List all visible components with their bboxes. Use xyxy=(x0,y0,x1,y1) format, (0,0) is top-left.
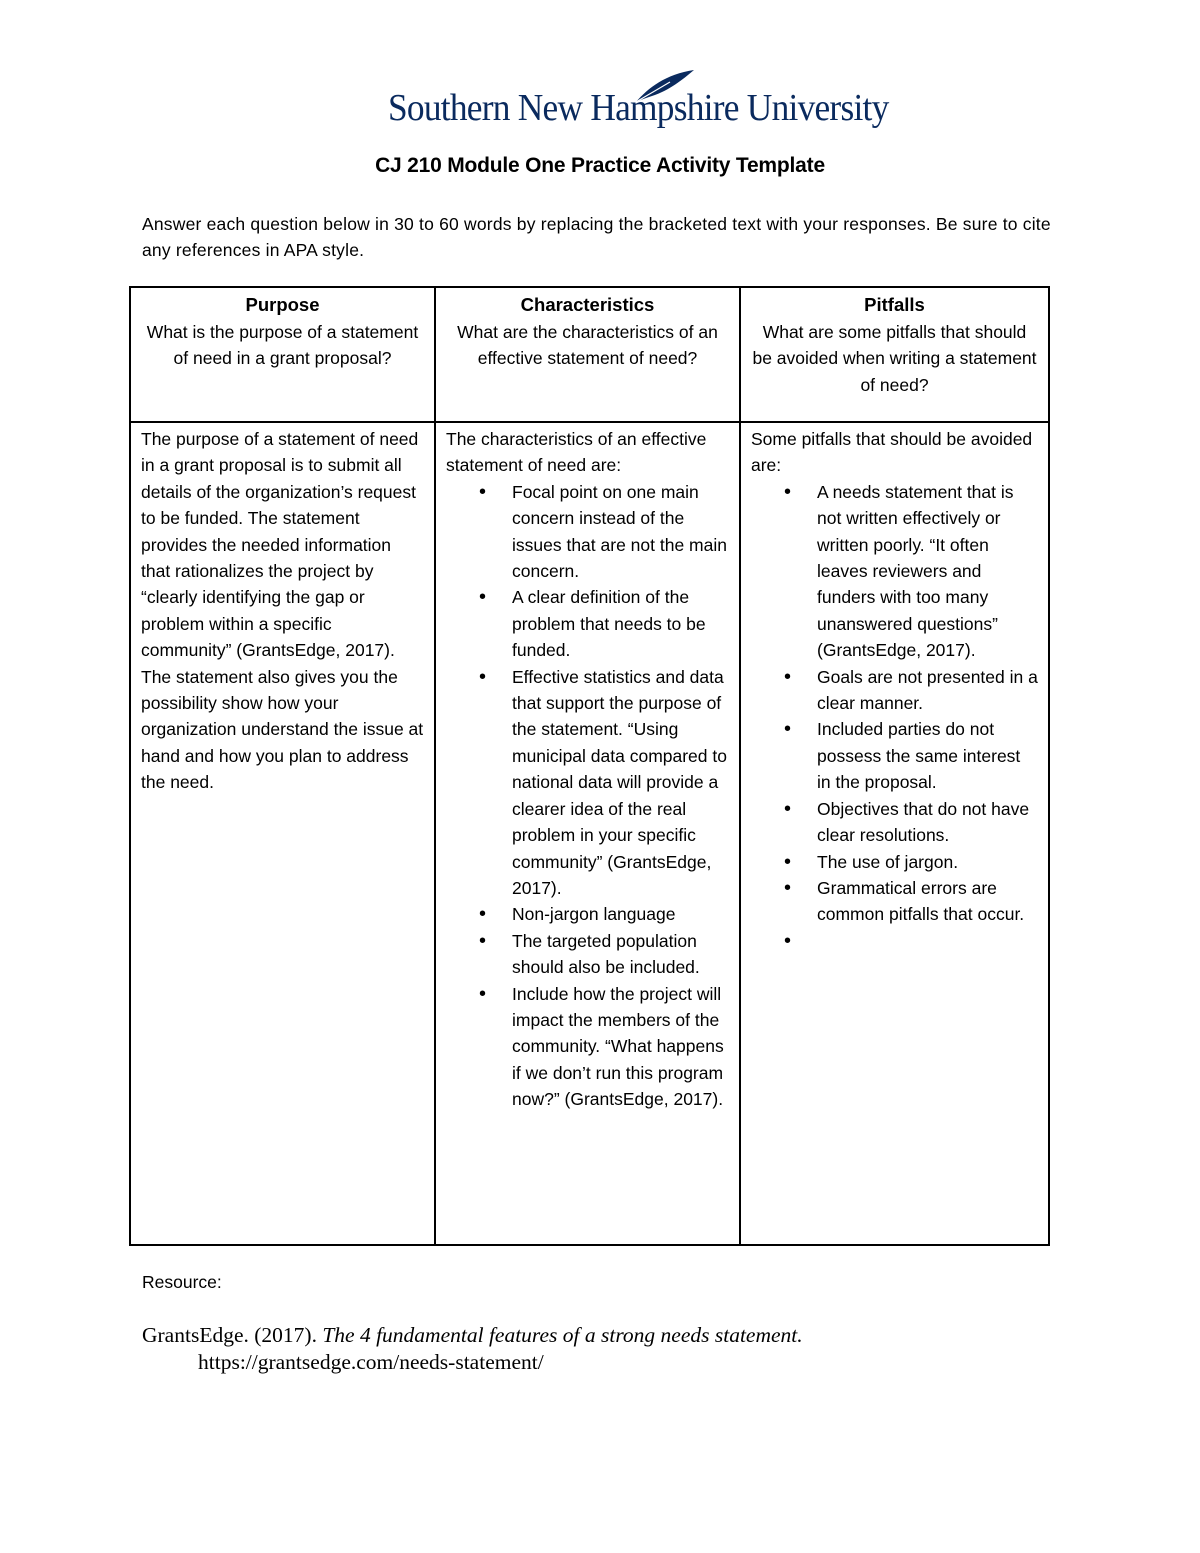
header-cell-characteristics xyxy=(435,287,740,422)
list-item: • A clear definition of the problem that needs to be funded. xyxy=(446,584,729,663)
column-question: What are the characteristics of an effective statement of need? xyxy=(457,322,718,369)
table-header-row xyxy=(130,287,1049,422)
list-item: • Effective statistics and data that support the purpose of the statement. “Using municipal data compared to national data will provide a clearer idea of the real problem in your specific community” (GrantsEdge, 2017). xyxy=(446,664,729,902)
header-cell-pitfalls xyxy=(740,287,1049,422)
university-wordmark: Southern New Hampshire University xyxy=(388,87,889,129)
list-item: • Non-jargon language xyxy=(446,901,729,927)
list-item: • Include how the project will impact the members of the community. “What happens if we don’t run this program now?” (GrantsEdge, 2017). xyxy=(446,981,729,1113)
list-item: • A needs statement that is not written effectively or written poorly. “It often leaves reviewers and funders with too many unanswered questions” (GrantsEdge, 2017). xyxy=(751,479,1038,664)
column-question: What is the purpose of a statement of need in a grant proposal? xyxy=(146,322,419,369)
list-item: • The targeted population should also be included. xyxy=(446,928,729,981)
answer-cell-characteristics[interactable] xyxy=(435,422,740,1245)
list-item: • The use of jargon. xyxy=(751,849,1038,875)
answer-text: The purpose of a statement of need in a grant proposal is to submit all details of the organization’s request to be funded. The statement provides the needed information that rationalizes the project by “clearly identifying the gap or problem within a specific community” (GrantsEdge, 2017). The statement also gives you the possibility show how your organization understand the issue at hand and how you plan to address the need. xyxy=(141,429,424,793)
bullet-list xyxy=(446,479,729,1113)
list-item xyxy=(751,928,1038,954)
list-item: • Goals are not presented in a clear manner. xyxy=(751,664,1038,717)
list-item: • Objectives that do not have clear resolutions. xyxy=(751,796,1038,849)
activity-table xyxy=(129,286,1050,1246)
column-heading: Pitfalls xyxy=(864,294,925,315)
list-item: • Focal point on one main concern instead of the issues that are not the main concern. xyxy=(446,479,729,585)
resource-label: Resource: xyxy=(142,1272,222,1292)
answer-intro: The characteristics of an effective statement of need are: xyxy=(446,429,707,476)
instructions-text: Answer each question below in 30 to 60 words by replacing the bracketed text with your responses. Be sure to cite any references in APA style. xyxy=(142,214,1051,260)
bullet-list xyxy=(751,479,1038,954)
column-heading: Purpose xyxy=(245,294,320,315)
reference-author-year: GrantsEdge. (2017). xyxy=(142,1323,317,1347)
reference-title: The 4 fundamental features of a strong needs statement. xyxy=(322,1323,803,1347)
table-answer-row xyxy=(130,422,1049,1245)
column-heading: Characteristics xyxy=(520,294,655,315)
column-question: What are some pitfalls that should be avoided when writing a statement of need? xyxy=(752,322,1037,395)
header-cell-purpose xyxy=(130,287,435,422)
reference-url[interactable]: https://grantsedge.com/needs-statement/ xyxy=(198,1350,544,1374)
list-item: • Grammatical errors are common pitfalls that occur. xyxy=(751,875,1038,928)
answer-cell-purpose[interactable] xyxy=(130,422,435,1245)
answer-intro: Some pitfalls that should be avoided are: xyxy=(751,429,1033,476)
answer-cell-pitfalls[interactable] xyxy=(740,422,1049,1245)
page-title: CJ 210 Module One Practice Activity Template xyxy=(375,154,825,177)
university-logo xyxy=(380,66,889,138)
list-item: • Included parties do not possess the same interest in the proposal. xyxy=(751,716,1038,795)
reference-entry xyxy=(142,1322,1042,1376)
